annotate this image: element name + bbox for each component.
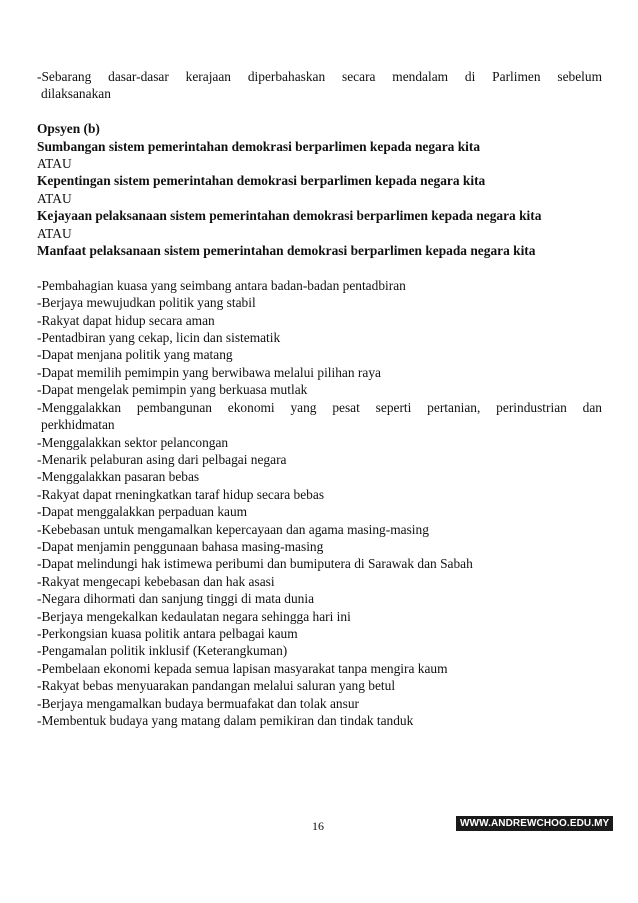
list-item: -Rakyat dapat rneningkatkan taraf hidup secara bebas xyxy=(37,486,325,502)
list-item: -Rakyat bebas menyuarakan pandangan melalui saluran yang betul xyxy=(37,678,396,694)
page-number: 16 xyxy=(312,819,324,833)
list-item: -Menggalakkan pasaran bebas xyxy=(37,469,200,485)
heading-separator: ATAU xyxy=(37,225,72,241)
list-item: -Berjaya mengamalkan budaya bermuafakat dan tolak ansur xyxy=(37,695,359,711)
list-item: -Pentadbiran yang cekap, licin dan sistematik xyxy=(37,330,281,346)
list-item: -Pembahagian kuasa yang seimbang antara badan-badan pentadbiran xyxy=(37,277,406,293)
spacer xyxy=(37,259,602,276)
list-item: -Rakyat mengecapi kebebasan dan hak asasi xyxy=(37,573,275,589)
list-item: -Negara dihormati dan sanjung tinggi di mata dunia xyxy=(37,591,315,607)
intro-line-1: -Sebarang dasar-dasar kerajaan diperbahaskan secara mendalam di Parlimen sebelum xyxy=(37,69,602,84)
list-item: -Dapat mengelak pemimpin yang berkuasa mutlak xyxy=(37,382,308,398)
list-item: -Kebebasan untuk mengamalkan kepercayaan dan agama masing-masing xyxy=(37,521,429,537)
document-body xyxy=(37,68,602,729)
list-item: -Berjaya mewujudkan politik yang stabil xyxy=(37,295,256,311)
list-item: -Dapat menjamin penggunaan bahasa masing-masing xyxy=(37,538,324,554)
list-item: -Dapat menjana politik yang matang xyxy=(37,347,233,363)
heading-sumbangan: Sumbangan sistem pemerintahan demokrasi berparlimen kepada negara kita xyxy=(37,138,481,154)
list-item: -Pembelaan ekonomi kepada semua lapisan masyarakat tanpa mengira kaum xyxy=(37,660,448,676)
list-item: -Dapat melindungi hak istimewa peribumi dan bumiputera di Sarawak dan Sabah xyxy=(37,556,473,572)
option-label: Opsyen (b) xyxy=(37,121,100,137)
list-item: -Berjaya mengekalkan kedaulatan negara sehingga hari ini xyxy=(37,608,351,624)
list-item: -Membentuk budaya yang matang dalam pemikiran dan tindak tanduk xyxy=(37,713,414,728)
list-item: -Menarik pelaburan asing dari pelbagai negara xyxy=(37,451,287,467)
heading-separator: ATAU xyxy=(37,190,72,206)
spacer xyxy=(37,103,602,120)
list-item: -Perkongsian kuasa politik antara pelbagai kaum xyxy=(37,625,298,641)
heading-separator: ATAU xyxy=(37,156,72,172)
heading-kepentingan: Kepentingan sistem pemerintahan demokrasi berparlimen kepada negara kita xyxy=(37,173,486,189)
list-item: -Dapat menggalakkan perpaduan kaum xyxy=(37,504,248,520)
list-item: -Pengamalan politik inklusif (Keterangkuman) xyxy=(37,643,288,659)
website-badge: WWW.ANDREWCHOO.EDU.MY xyxy=(456,816,613,831)
heading-kejayaan: Kejayaan pelaksanaan sistem pemerintahan demokrasi berparlimen kepada negara kita xyxy=(37,208,542,224)
list-item: -Menggalakkan pembangunan ekonomi yang pesat seperti pertanian, perindustrian dan xyxy=(37,399,602,415)
list-item: -Menggalakkan sektor pelancongan xyxy=(37,434,229,450)
heading-manfaat: Manfaat pelaksanaan sistem pemerintahan demokrasi berparlimen kepada negara kita xyxy=(37,243,536,259)
points-list xyxy=(37,277,602,730)
list-item-continuation: perkhidmatan xyxy=(41,417,115,433)
list-item: -Rakyat dapat hidup secara aman xyxy=(37,312,215,328)
list-item: -Dapat memilih pemimpin yang berwibawa melalui pilihan raya xyxy=(37,364,381,380)
intro-line-2: dilaksanakan xyxy=(41,86,111,102)
